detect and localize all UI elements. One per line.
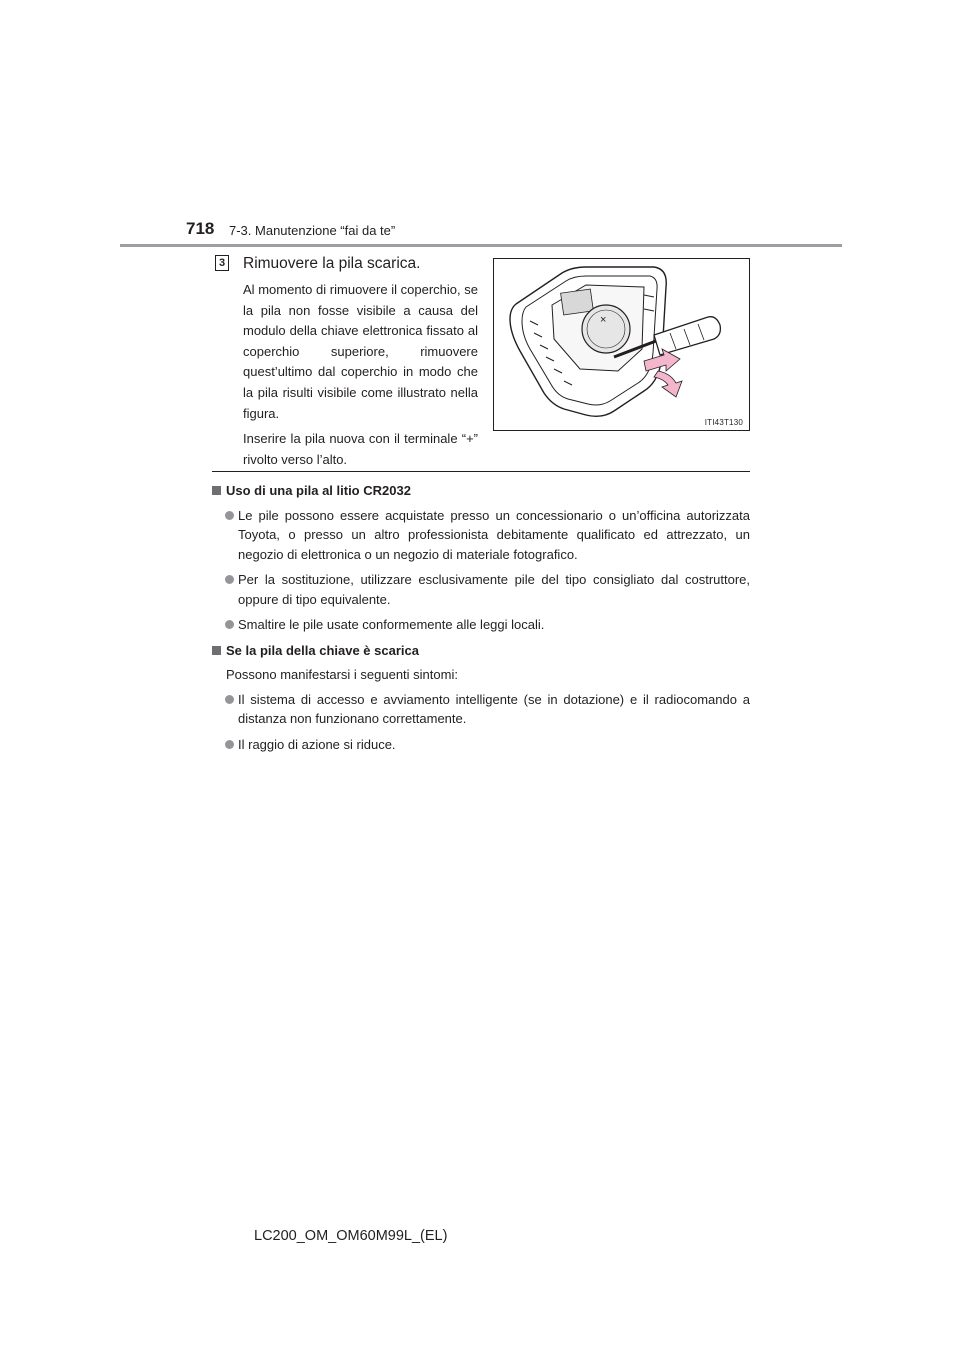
note-bullet: Il sistema di accesso e avviamento intelligente (se in dotazione) e il radiocomando a distanza non funzionano correttamente. — [212, 690, 750, 729]
note-heading: Se la pila della chiave è scarica — [212, 641, 750, 661]
step-paragraph: Al momento di rimuovere il coperchio, se la pila non fosse visibile a causa del modulo della chiave elettronica fissato al coperchio superiore, rimuovere quest’ultimo dal coperchio in modo che la pila risulti visibile come illustrato nella figura. — [243, 282, 478, 421]
note-intro: Possono manifestarsi i seguenti sintomi: — [226, 667, 458, 682]
notes-section — [212, 481, 750, 760]
key-fob-drawing — [494, 259, 749, 430]
step-paragraph: Inserire la pila nuova con il terminale “+” rivolto verso l’alto. — [243, 431, 478, 467]
note-bullet: Il raggio di azione si riduce. — [212, 735, 750, 755]
note-bullet: Per la sostituzione, utilizzare esclusivamente pile del tipo consigliato dal costruttore, oppure di tipo equivalente. — [212, 570, 750, 609]
note-bullet: Le pile possono essere acquistate presso un concessionario o un’officina autorizzata Toyota, o presso un altro professionista debitamente qualificato ed attrezzato, un negozio di elettronica o un negozio di materiale fotografico. — [212, 506, 750, 565]
note-heading: Uso di una pila al litio CR2032 — [212, 481, 750, 501]
footer-doc-code: LC200_OM_OM60M99L_(EL) — [254, 1228, 448, 1244]
step-number-badge: 3 — [215, 255, 229, 271]
step-body — [243, 280, 478, 475]
note-bullet: Smaltire le pile usate conformemente alle leggi locali. — [212, 615, 750, 635]
header-rule — [120, 244, 842, 247]
page-number: 718 — [186, 219, 215, 238]
section-divider — [212, 471, 750, 472]
step-heading: Rimuovere la pila scarica. — [243, 255, 421, 272]
battery-plus-symbol: × — [600, 314, 607, 326]
section-title: 7-3. Manutenzione “fai da te” — [229, 223, 396, 238]
figure-code: ITI43T130 — [704, 418, 743, 427]
key-battery-illustration — [493, 258, 750, 431]
